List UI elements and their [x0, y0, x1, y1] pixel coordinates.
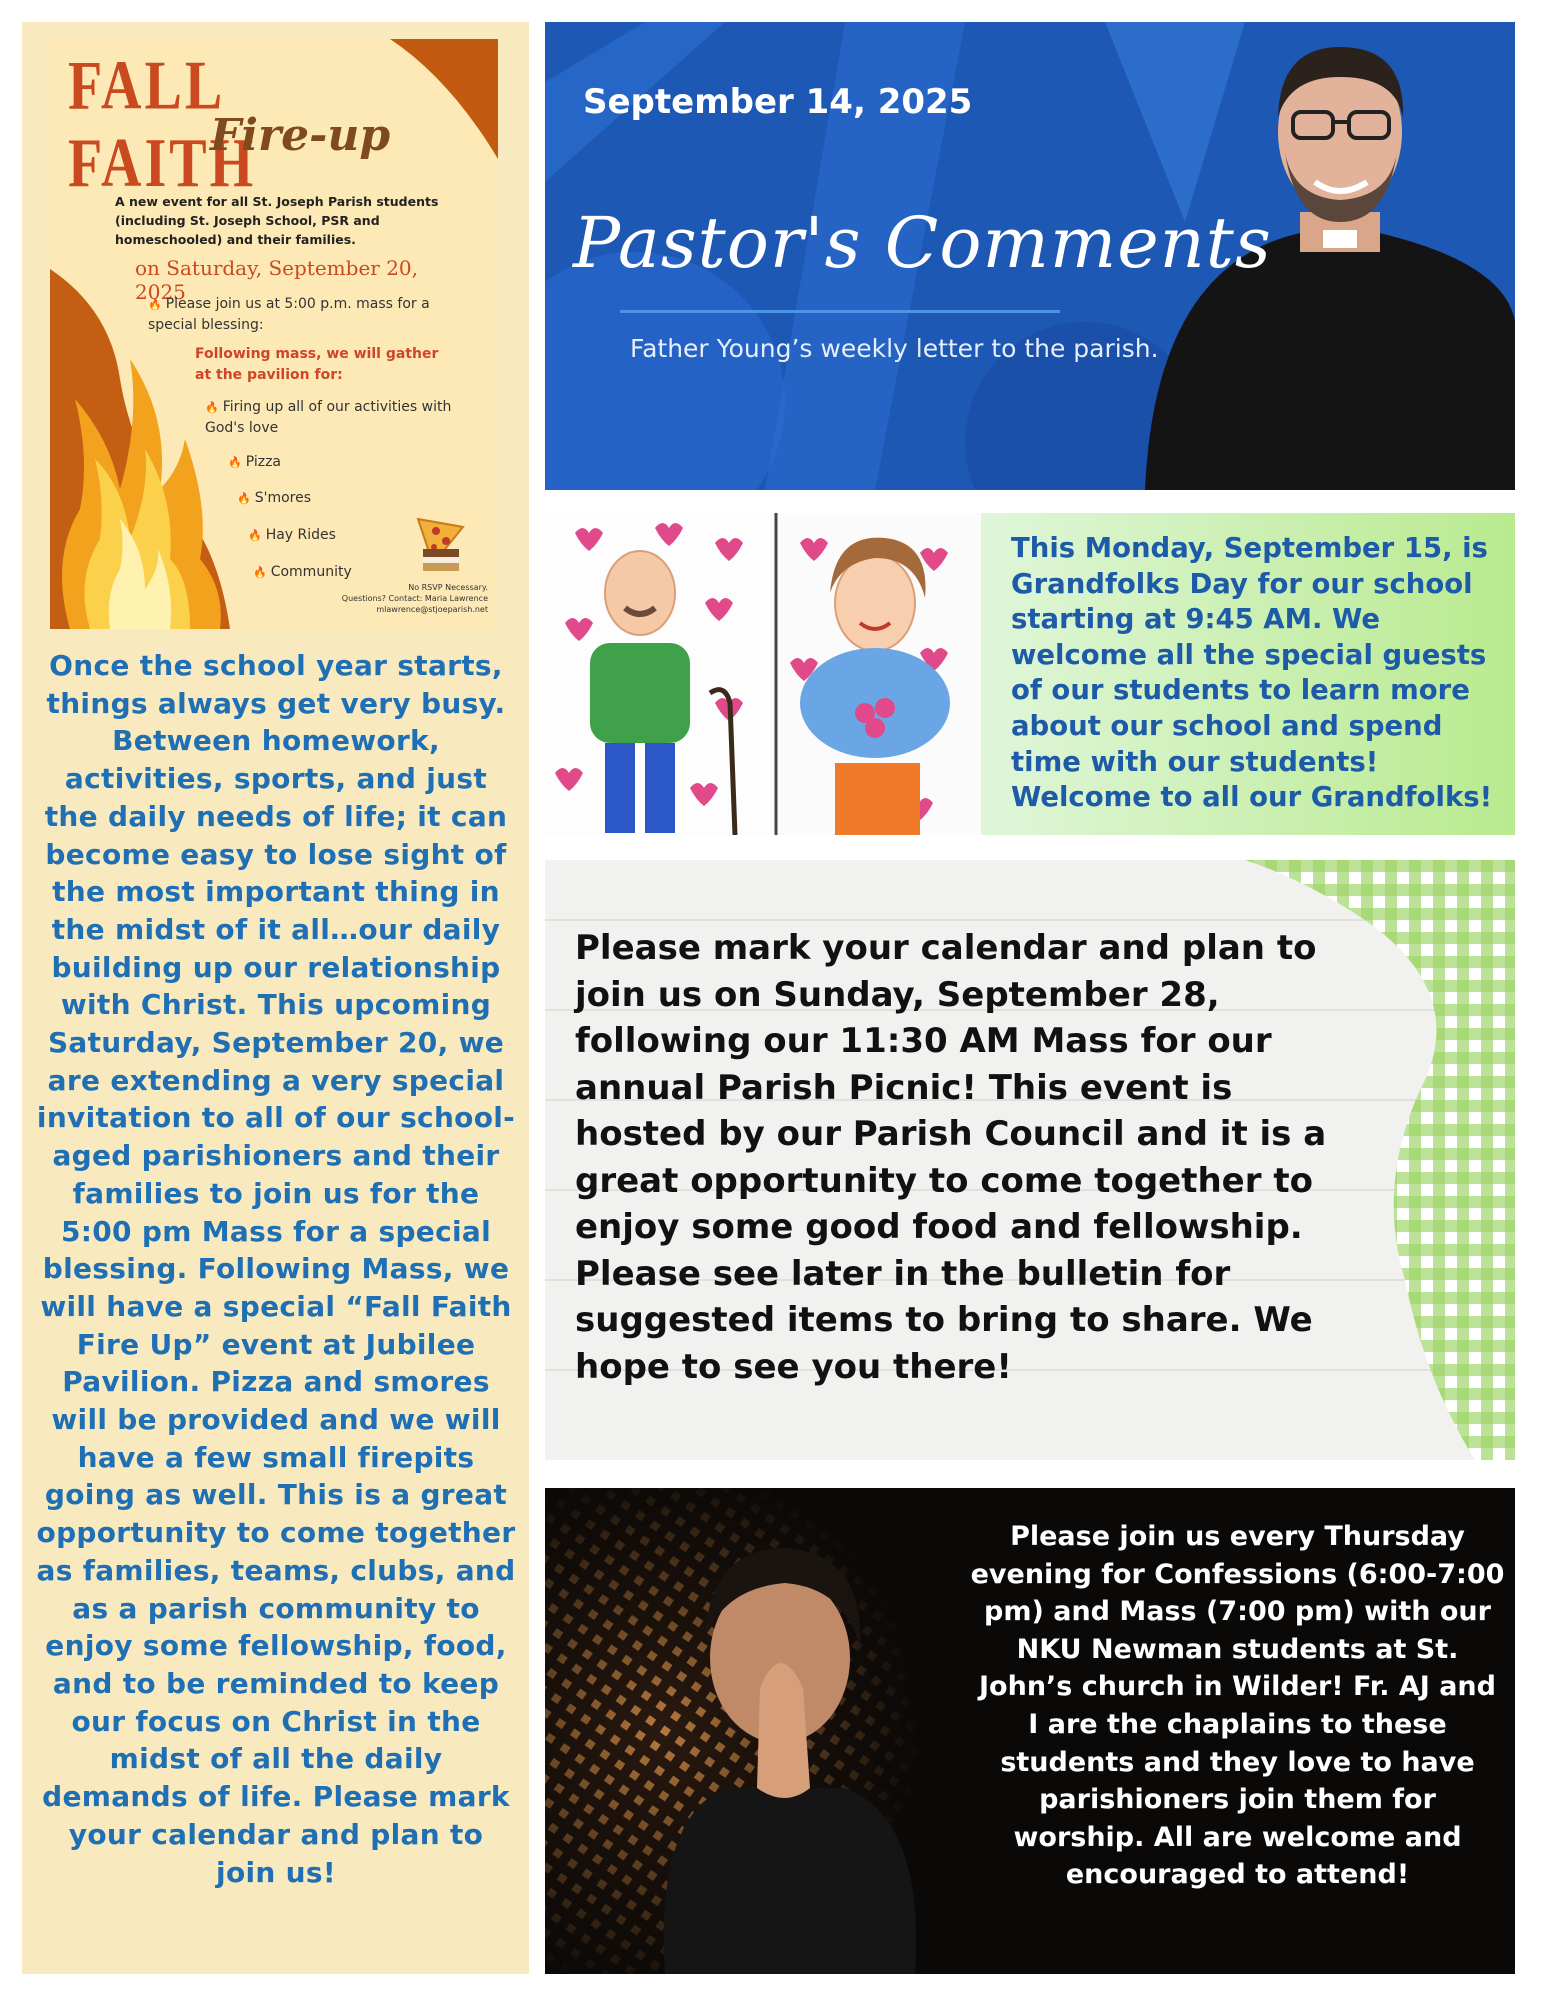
flyer-activity-4: 🔥 Hay Rides	[248, 525, 336, 546]
flyer-subtitle: Fire-up	[210, 110, 391, 161]
confessions-panel	[545, 1488, 1515, 1974]
parish-picnic-panel	[545, 860, 1515, 1460]
flyer-date: on Saturday, September 20, 2025	[135, 256, 419, 304]
grandfolks-day-text: This Monday, September 15, is Grandfolks Day for our school starting at 9:45 AM. We welcome all the special guests of our students to learn more about our school and spend time with our students! Welcome to all our Grandfolks!	[1011, 532, 1493, 814]
pastor-comments-subtitle: Father Young’s weekly letter to the parish.	[630, 334, 1159, 363]
flyer-gather-line: Following mass, we will gather at the pavilion for:	[195, 346, 439, 383]
flyer-activity-2: 🔥 Pizza	[228, 452, 281, 473]
flyer-email: mlawrence@stjoeparish.net	[376, 605, 488, 614]
confessions-text: Please join us every Thursday evening for Confessions (6:00-7:00 pm) and Mass (7:00 pm) with our NKU Newman students at St. John’s church in Wilder! Fr. AJ and I are the chaplains to these students and they love to have parishioners join them for worship. All are welcome and encouraged to attend!	[970, 1521, 1505, 1891]
bulletin-date: September 14, 2025	[583, 82, 973, 122]
grandfolks-day-panel	[981, 513, 1515, 835]
flyer-activity-1: 🔥 Firing up all of our activities with God's love	[205, 397, 475, 439]
flyer-contact: Questions? Contact: Maria Lawrence	[341, 594, 488, 603]
title-underline	[620, 310, 1060, 313]
crayon-drawing	[545, 513, 981, 835]
fall-faith-flyer	[50, 39, 498, 629]
flyer-intro: A new event for all St. Joseph Parish students (including St. Joseph School, PSR and homeschooled) and their families.	[115, 194, 439, 247]
pastor-comments-header	[545, 22, 1515, 490]
grandparents-drawing	[545, 513, 981, 835]
flyer-mass-line: 🔥 Please join us at 5:00 p.m. mass for a special blessing:	[148, 294, 458, 336]
flyer-rsvp	[318, 582, 488, 615]
left-column	[22, 22, 529, 1974]
parish-picnic-text: Please mark your calendar and plan to join us on Sunday, September 28, following our 11:30 AM Mass for our annual Parish Picnic! This event is hosted by our Parish Council and it is a great opportunity to come together to enjoy some good food and fellowship. Please see later in the bulletin for suggested items to bring to share. We hope to see you there!	[575, 928, 1327, 1387]
flyer-rsvp-note: No RSVP Necessary.	[408, 583, 488, 592]
flyer-activity-3: 🔥 S'mores	[237, 488, 311, 509]
pastor-comments-title: Pastor's Comments	[573, 202, 1272, 284]
flyer-activity-5: 🔥 Community	[253, 562, 352, 583]
flyer-title: FALL FAITH	[68, 47, 257, 202]
fall-faith-article: Once the school year starts, things always get very busy. Between homework, activities, sports, and just the daily needs of life; it can become easy to lose sight of the most important thing in the midst of it all…our daily building up our relationship with Christ. This upcoming Saturday, September 20, we are extending a very special invitation to all of our school-aged parishioners and their families to join us for the 5:00 pm Mass for a special blessing. Following Mass, we will have a special “Fall Faith Fire Up” event at Jubilee Pavilion. Pizza and smores will be provided and we will have a few small firepits going as well. This is a great opportunity to come together as families, teams, clubs, and as a parish community to enjoy some fellowship, food, and to be reminded to keep our focus on Christ in the midst of all the daily demands of life. Please mark your calendar and plan to join us!	[36, 649, 516, 1889]
